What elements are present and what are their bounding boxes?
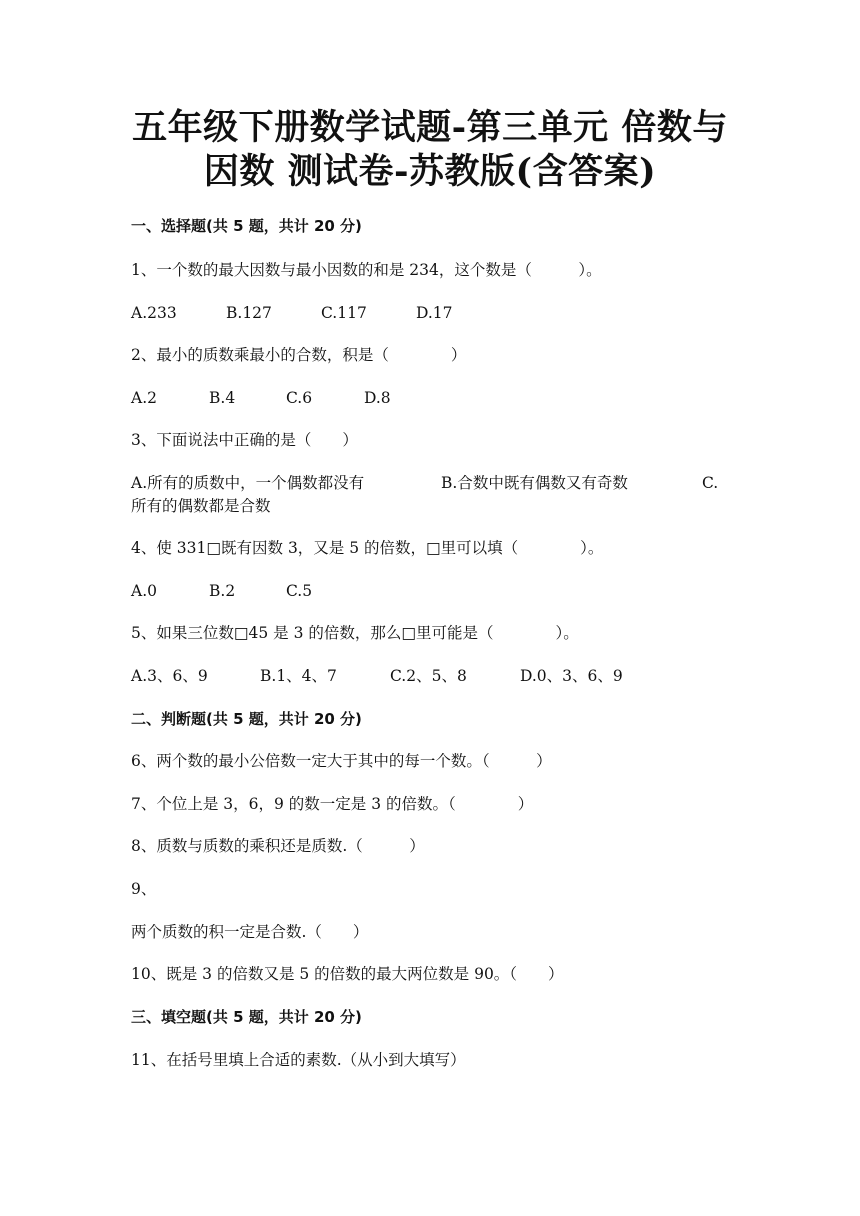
q1-option-c: C.117 <box>321 304 367 322</box>
question-6: 6、两个数的最小公倍数一定大于其中的每一个数。（ ） <box>131 752 552 770</box>
q2-option-d: D.8 <box>364 389 391 407</box>
page-title-line-1: 五年级下册数学试题-第三单元 倍数与 <box>132 107 728 148</box>
q3-option-c-text: 所有的偶数都是合数 <box>131 497 271 515</box>
section-heading-judge: 二、判断题(共 5 题，共计 20 分) <box>131 710 362 728</box>
question-1: 1、一个数的最大因数与最小因数的和是 234，这个数是（ ）。 <box>131 261 602 279</box>
question-11: 11、在括号里填上合适的素数.（从小到大填写） <box>131 1051 466 1069</box>
q4-option-c: C.5 <box>286 582 313 600</box>
page-title-line-2: 因数 测试卷-苏教版(含答案) <box>203 151 657 192</box>
question-3: 3、下面说法中正确的是（ ） <box>131 431 358 449</box>
question-5: 5、如果三位数□45 是 3 的倍数，那么□里可能是（ ）。 <box>131 624 579 642</box>
q3-option-a: A.所有的质数中，一个偶数都没有 <box>131 474 365 492</box>
question-8: 8、质数与质数的乘积还是质数.（ ） <box>131 837 425 855</box>
q5-option-d: D.0、3、6、9 <box>520 667 623 685</box>
question-9-number: 9、 <box>131 880 157 898</box>
section-heading-fill: 三、填空题(共 5 题，共计 20 分) <box>131 1008 362 1026</box>
q1-option-d: D.17 <box>416 304 453 322</box>
q1-option-a: A.233 <box>131 304 177 322</box>
question-9: 两个质数的积一定是合数.（ ） <box>131 923 369 941</box>
q4-option-b: B.2 <box>209 582 236 600</box>
q2-option-a: A.2 <box>131 389 157 407</box>
question-2: 2、最小的质数乘最小的合数，积是（ ） <box>131 346 467 364</box>
q4-option-a: A.0 <box>131 582 157 600</box>
q3-option-b: B.合数中既有偶数又有奇数 <box>441 474 628 492</box>
q5-option-a: A.3、6、9 <box>131 667 208 685</box>
q5-option-c: C.2、5、8 <box>390 667 467 685</box>
q2-option-b: B.4 <box>209 389 236 407</box>
question-7: 7、个位上是 3，6，9 的数一定是 3 的倍数。（ ） <box>131 795 534 813</box>
q1-option-b: B.127 <box>226 304 272 322</box>
question-10: 10、既是 3 的倍数又是 5 的倍数的最大两位数是 90。（ ） <box>131 965 564 983</box>
q2-option-c: C.6 <box>286 389 313 407</box>
section-heading-choice: 一、选择题(共 5 题，共计 20 分) <box>131 217 362 235</box>
q3-option-c-label: C. <box>702 474 719 492</box>
q5-option-b: B.1、4、7 <box>260 667 337 685</box>
question-4: 4、使 331□既有因数 3，又是 5 的倍数，□里可以填（ ）。 <box>131 539 604 557</box>
